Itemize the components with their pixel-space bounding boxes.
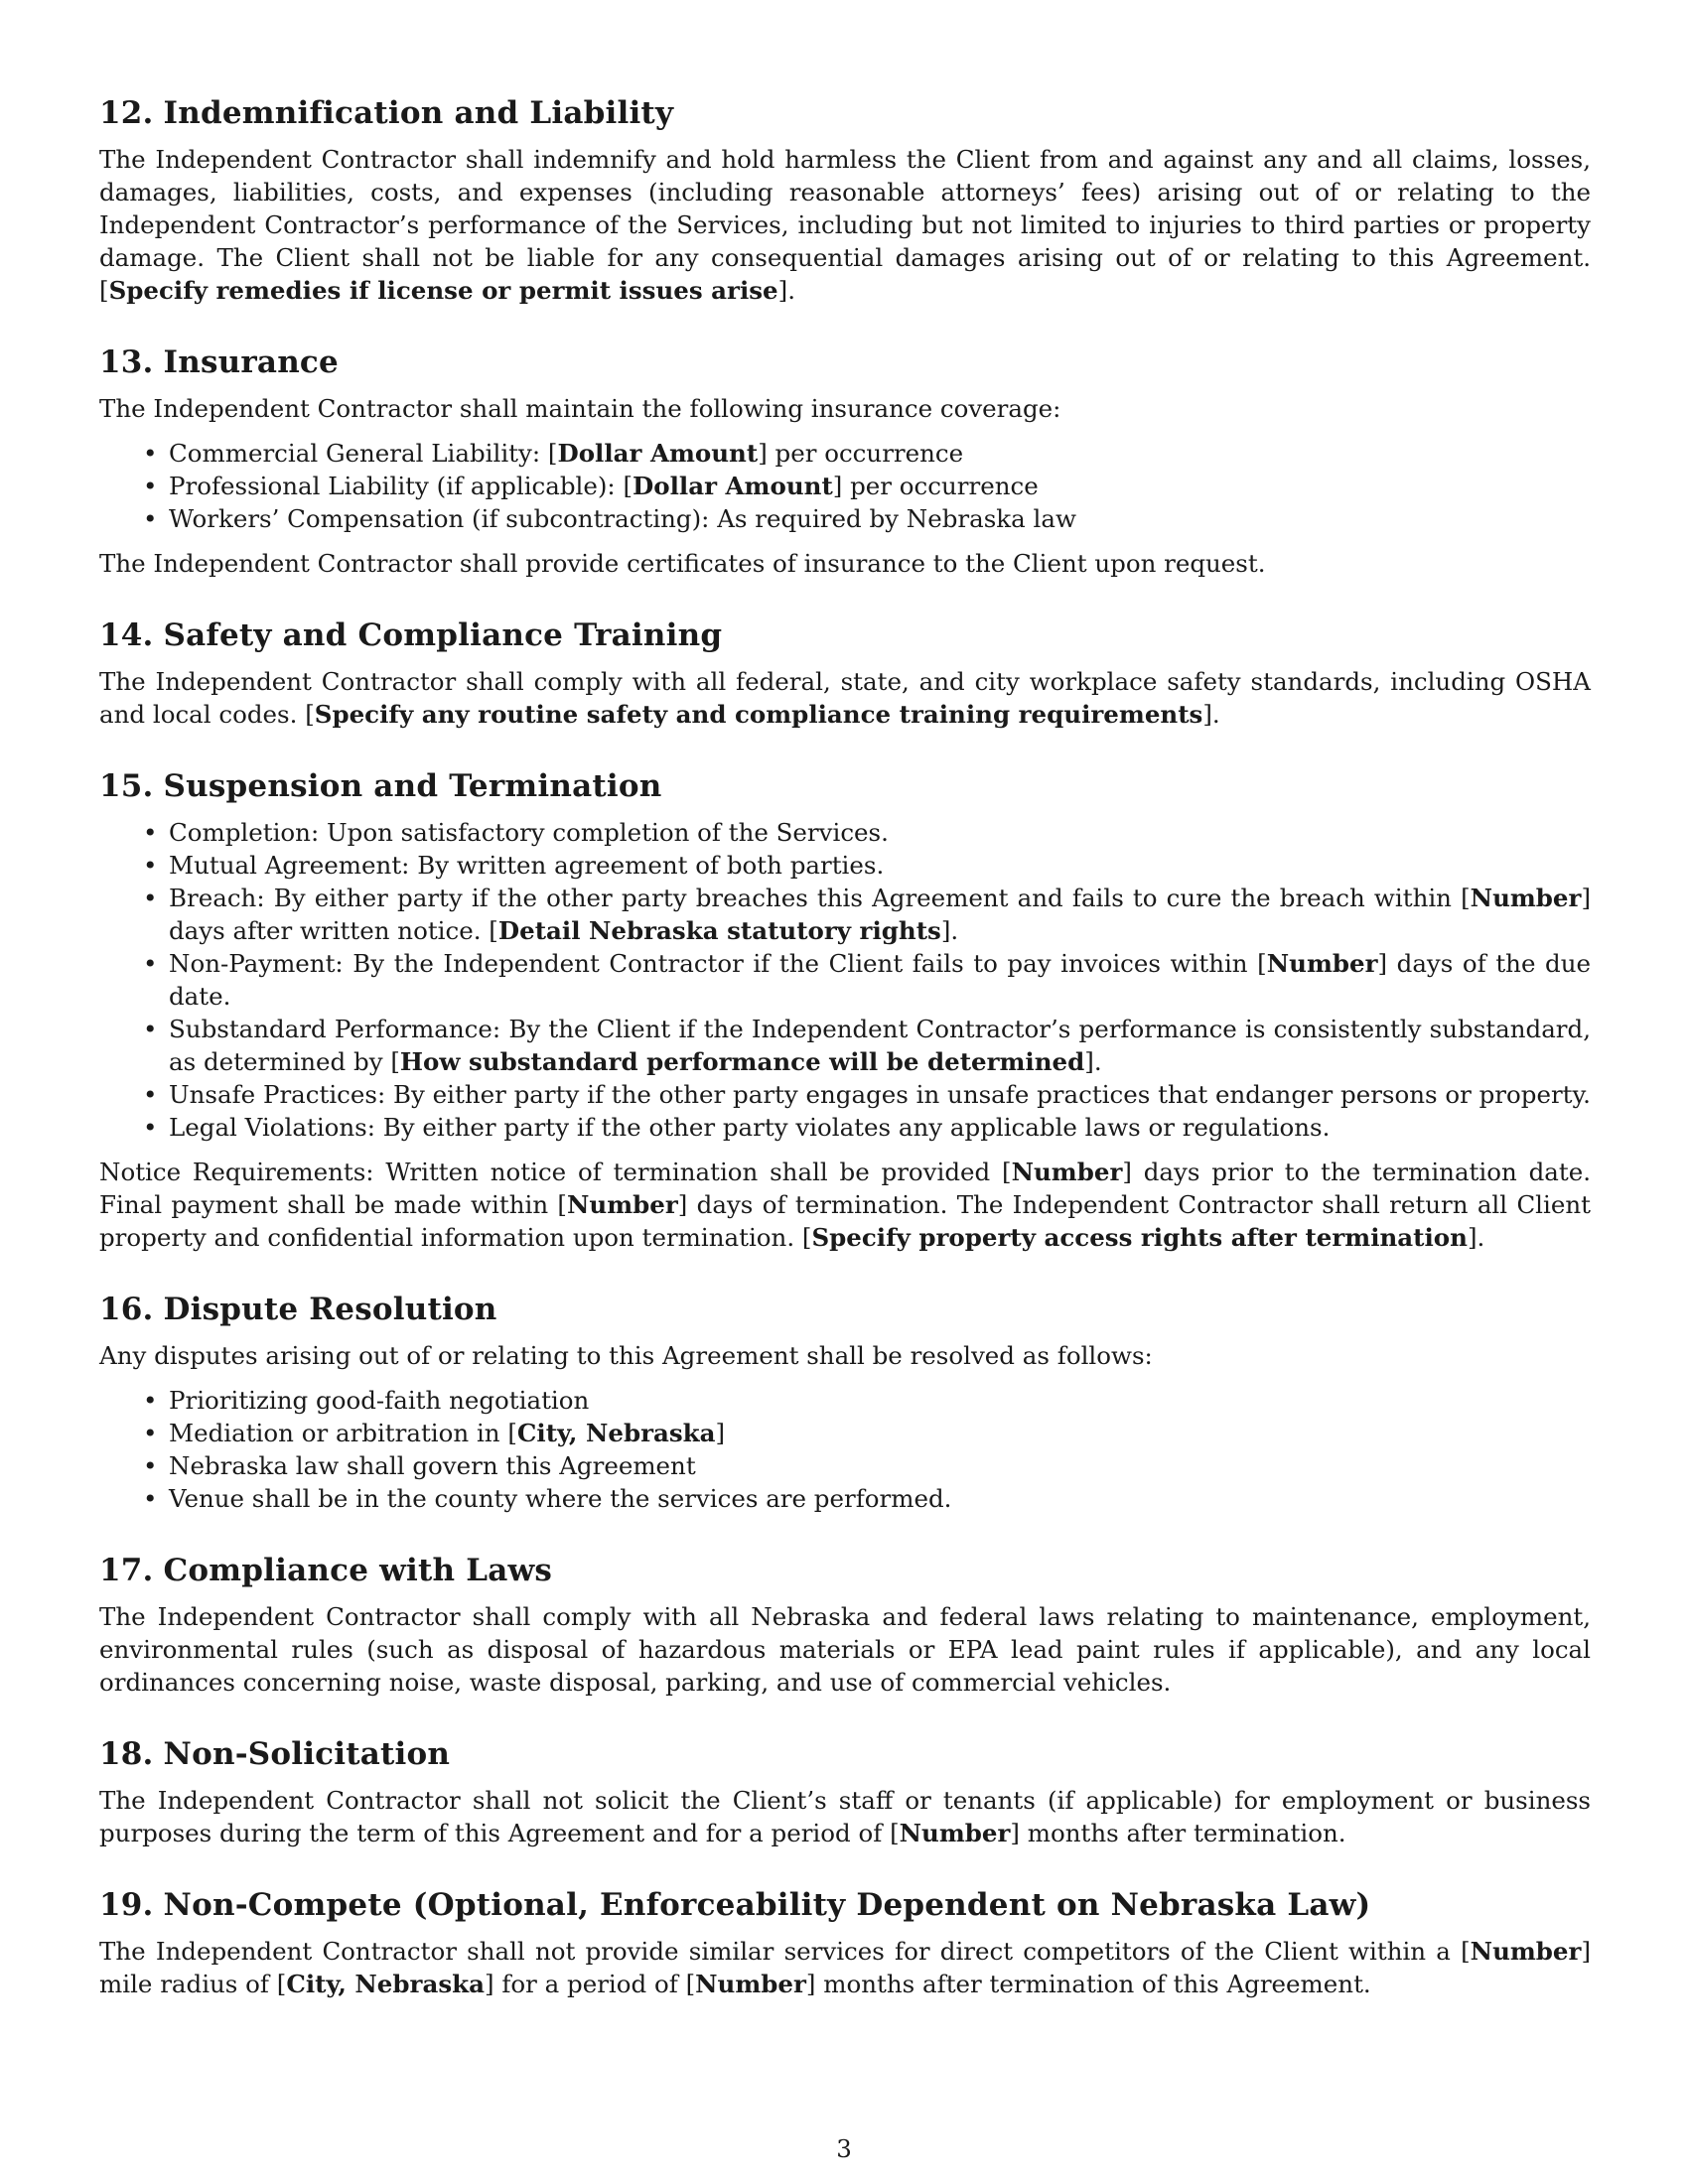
paragraph-text: The Independent Contractor shall comply with all federal, state, and city workplace safety standards, including OSHA and local codes. [ [99, 667, 1591, 729]
placeholder-text: Specify property access rights after termination [811, 1223, 1468, 1252]
list-item-text: Nebraska law shall govern this Agreement [169, 1451, 696, 1480]
bullet-list [99, 816, 1591, 1144]
paragraph-text: ] mile radius of [ [99, 1937, 1591, 1998]
list-item-text: Venue shall be in the county where the services are performed. [169, 1484, 952, 1513]
section-title: Insurance [163, 344, 339, 380]
section-heading [99, 1551, 1591, 1590]
placeholder-text: City, Nebraska [286, 1970, 485, 1998]
bullet-list [99, 437, 1591, 535]
section-heading [99, 1885, 1591, 1925]
section-number: 18. [99, 1736, 154, 1772]
placeholder-text: Number [567, 1190, 678, 1219]
list-item-text: Breach: By either party if the other party breaches this Agreement and fails to cure the breach within [ [169, 884, 1471, 912]
list-item-text: Mediation or arbitration in [ [169, 1419, 517, 1447]
placeholder-text: Number [1470, 884, 1582, 912]
list-item-text: ] per occurrence [758, 439, 964, 468]
list-item [169, 437, 1591, 470]
placeholder-text: How substandard performance will be determined [399, 1047, 1085, 1076]
list-item-text: Legal Violations: By either party if the other party violates any applicable laws or regulations. [169, 1113, 1331, 1142]
paragraph-text: ] months after termination of this Agreement. [805, 1970, 1371, 1998]
section-safety-training [99, 615, 1591, 731]
placeholder-text: Number [1470, 1937, 1582, 1966]
list-item [169, 1111, 1591, 1144]
placeholder-text: Detail Nebraska statutory rights [497, 916, 941, 945]
paragraph-text: The Independent Contractor shall not solicit the Client’s staff or tenants (if applicable) for employment or business purposes during the term of this Agreement and for a period of [ [99, 1786, 1591, 1847]
section-number: 17. [99, 1553, 154, 1588]
section-number: 14. [99, 617, 154, 653]
list-item-text: Non-Payment: By the Independent Contractor if the Client fails to pay invoices within [ [169, 949, 1267, 978]
list-item [169, 816, 1591, 849]
section-paragraph [99, 1784, 1591, 1849]
section-paragraph: Any disputes arising out of or relating to this Agreement shall be resolved as follows: [99, 1341, 1153, 1370]
section-suspension-termination [99, 766, 1591, 1254]
section-compliance-with-laws [99, 1551, 1591, 1699]
list-item-text: ]. [1084, 1047, 1102, 1076]
paragraph-text: ] days prior to the termination date. Final payment shall be made within [ [99, 1158, 1591, 1219]
list-item [169, 849, 1591, 882]
section-paragraph: The Independent Contractor shall provide certificates of insurance to the Client upon request. [99, 549, 1266, 578]
section-heading [99, 1290, 1591, 1329]
list-item-text: ] days of the due date. [169, 949, 1591, 1011]
section-paragraph [99, 1935, 1591, 2000]
list-item-text: ] per occurrence [832, 472, 1039, 500]
section-heading [99, 93, 1591, 133]
section-title: Compliance with Laws [163, 1553, 553, 1588]
section-insurance [99, 342, 1591, 580]
section-non-solicitation [99, 1734, 1591, 1849]
list-item-text: Completion: Upon satisfactory completion of the Services. [169, 818, 889, 847]
section-paragraph: The Independent Contractor shall comply with all Nebraska and federal laws relating to maintenance, employment, environmental rules (such as disposal of hazardous materials or EPA lead paint rules if applicable), and any local ordinances concerning noise, waste disposal, parking, and use of commercial vehicles. [99, 1602, 1591, 1697]
section-number: 15. [99, 768, 154, 804]
section-number: 19. [99, 1887, 154, 1923]
bullet-list [99, 1384, 1591, 1515]
section-number: 16. [99, 1292, 154, 1327]
list-item [169, 1482, 1591, 1515]
document-page [99, 93, 1591, 2000]
placeholder-text: Specify remedies if license or permit issues arise [108, 276, 778, 305]
paragraph-text: ] for a period of [ [484, 1970, 696, 1998]
section-title: Safety and Compliance Training [163, 617, 723, 653]
placeholder-text: City, Nebraska [516, 1419, 716, 1447]
list-item-text: Professional Liability (if applicable): [ [169, 472, 633, 500]
list-item [169, 1384, 1591, 1417]
notice-requirements-paragraph [99, 1156, 1591, 1254]
section-indemnification [99, 93, 1591, 307]
list-item [169, 1449, 1591, 1482]
list-item-text: ] days after written notice. [ [169, 884, 1591, 945]
paragraph-text: ]. [777, 276, 796, 305]
section-heading [99, 342, 1591, 382]
paragraph-text: ]. [1202, 700, 1220, 729]
placeholder-text: Dollar Amount [557, 439, 759, 468]
section-title: Non-Compete (Optional, Enforceability Dependent on Nebraska Law) [163, 1887, 1371, 1923]
section-title: Non-Solicitation [163, 1736, 451, 1772]
list-item-text: Workers’ Compensation (if subcontracting): As required by Nebraska law [169, 504, 1076, 533]
list-item [169, 502, 1591, 535]
placeholder-text: Number [899, 1819, 1011, 1847]
list-item [169, 882, 1591, 947]
list-item-text: Commercial General Liability: [ [169, 439, 558, 468]
paragraph-text: ]. [1467, 1223, 1485, 1252]
list-item-text: ] [715, 1419, 726, 1447]
list-item-text: Substandard Performance: By the Client if the Independent Contractor’s performance is consistently substandard, as determined by [ [169, 1015, 1591, 1076]
placeholder-text: Number [695, 1970, 806, 1998]
placeholder-text: Number [1266, 949, 1378, 978]
section-heading [99, 766, 1591, 806]
list-item-text: ]. [940, 916, 959, 945]
list-item-text: Unsafe Practices: By either party if the other party engages in unsafe practices that endanger persons or property. [169, 1080, 1591, 1109]
paragraph-text: The Independent Contractor shall not provide similar services for direct competitors of the Client within a [ [99, 1937, 1471, 1966]
section-title: Indemnification and Liability [163, 95, 674, 131]
list-item-text: Mutual Agreement: By written agreement of both parties. [169, 851, 885, 880]
paragraph-text: ] days of termination. The Independent Contractor shall return all Client property and confidential information upon termination. [ [99, 1190, 1591, 1252]
section-non-compete [99, 1885, 1591, 2000]
list-item [169, 470, 1591, 502]
paragraph-text: The Independent Contractor shall indemnify and hold harmless the Client from and against any and all claims, losses, damages, liabilities, costs, and expenses (including reasonable attorneys’ fees) arising out of or relating to the Independent Contractor’s performance of the Services, including but not limited to injuries to third parties or property damage. The Client shall not be liable for any consequential damages arising out of or relating to this Agreement. [ [99, 145, 1591, 305]
section-number: 13. [99, 344, 154, 380]
section-heading [99, 615, 1591, 655]
section-title: Dispute Resolution [163, 1292, 497, 1327]
placeholder-text: Number [1011, 1158, 1123, 1186]
section-heading [99, 1734, 1591, 1774]
placeholder-text: Dollar Amount [633, 472, 833, 500]
list-item-text: Prioritizing good-faith negotiation [169, 1386, 590, 1415]
paragraph-text: ] months after termination. [1010, 1819, 1346, 1847]
page-number: 3 [836, 2134, 852, 2163]
list-item [169, 1417, 1591, 1449]
list-item [169, 1013, 1591, 1078]
paragraph-text: Notice Requirements: Written notice of termination shall be provided [ [99, 1158, 1012, 1186]
section-number: 12. [99, 95, 154, 131]
section-paragraph [99, 143, 1591, 307]
section-paragraph: The Independent Contractor shall maintain the following insurance coverage: [99, 394, 1061, 423]
placeholder-text: Specify any routine safety and compliance training requirements [314, 700, 1203, 729]
section-title: Suspension and Termination [163, 768, 662, 804]
list-item [169, 947, 1591, 1013]
section-paragraph [99, 665, 1591, 731]
section-dispute-resolution [99, 1290, 1591, 1515]
list-item [169, 1078, 1591, 1111]
